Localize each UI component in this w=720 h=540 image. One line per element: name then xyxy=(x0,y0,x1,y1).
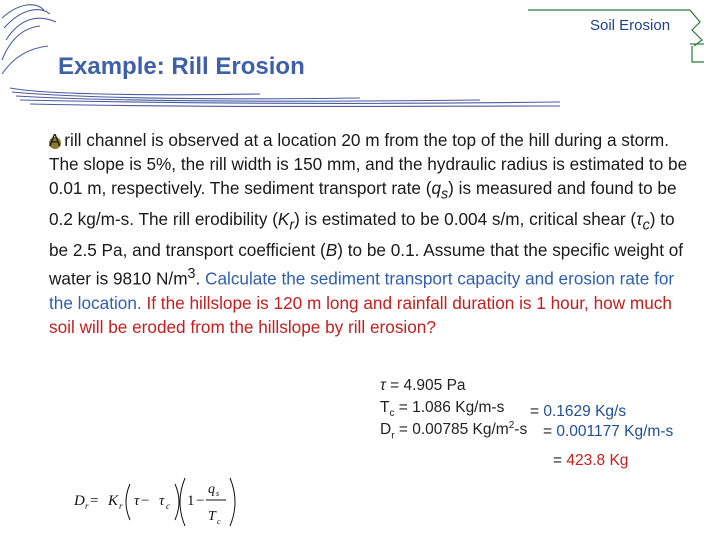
kr-symbol: K xyxy=(277,209,290,230)
result-dr-unit: -s xyxy=(514,421,528,439)
result-dr-sub: r xyxy=(391,430,395,442)
qs-subscript: s xyxy=(441,186,449,203)
result-tau-label: τ xyxy=(380,377,386,394)
problem-statement xyxy=(49,128,689,339)
result-tc-value: = 1.086 Kg/m-s xyxy=(394,399,505,416)
tau-subscript: c xyxy=(642,217,650,234)
formula-den-sub: c xyxy=(217,517,221,526)
result-tc-sub: c xyxy=(389,408,395,420)
result-dr-value: = 0.00785 Kg/m xyxy=(394,421,509,439)
formula-lhs: D xyxy=(74,493,85,509)
formula-paren-left-1 xyxy=(126,484,130,520)
b-symbol: B xyxy=(325,239,338,260)
problem-text-5: ) to be 0.1. Assume that the specific weight of water is 9810 N/m xyxy=(49,239,684,289)
result-dr xyxy=(380,420,527,441)
formula-tau-c: τ xyxy=(159,493,165,509)
result-total-eq: = xyxy=(553,452,567,469)
erosion-rate-formula xyxy=(70,474,250,534)
problem-text-3: ) is estimated to be 0.004 s/m, critical shear ( xyxy=(294,209,637,230)
result-tau xyxy=(380,377,466,395)
result-dr-label: D xyxy=(380,421,392,439)
result-tc-conv: 0.1629 Kg/s xyxy=(543,403,627,420)
result-tc-conversion xyxy=(530,403,626,421)
formula-paren-right-2 xyxy=(230,478,235,526)
result-dr-conversion xyxy=(543,423,673,441)
tau-symbol: τ xyxy=(636,209,643,230)
formula-tau-c-sub: c xyxy=(166,501,170,511)
kr-subscript: r xyxy=(289,217,295,234)
formula-k-sub: r xyxy=(119,501,123,511)
header-title: Soil Erosion xyxy=(590,17,671,34)
superscript-3: 3 xyxy=(187,265,196,282)
result-tau-value: = 4.905 Pa xyxy=(385,377,466,394)
svg-text:−: − xyxy=(196,493,205,509)
result-total-value: 423.8 Kg xyxy=(566,452,629,469)
formula-equals: = xyxy=(90,493,99,509)
problem-text-1: A rill channel is observed at a location 20 m from the top of the hill during a storm. The slope is 5%, the rill width is 150 mm, and the hydraulic radius is estimated to be 0.01 m, respectively. The sediment transport rate ( xyxy=(49,130,688,199)
formula-num-sub: s xyxy=(216,489,220,498)
formula-paren-left-2 xyxy=(180,478,185,526)
problem-text-2: ) is measured and found to be 0.2 kg/m-s. The rill erodibility ( xyxy=(49,178,677,230)
result-total xyxy=(553,452,628,470)
problem-text-4: ) to be 2.5 Pa, and transport coefficient ( xyxy=(49,209,675,260)
qs-symbol: q xyxy=(431,178,441,199)
result-dr-eq: = xyxy=(543,423,557,440)
problem-text-6: . xyxy=(195,268,206,289)
formula-tau: τ xyxy=(134,493,140,509)
formula-den: T xyxy=(208,509,216,524)
problem-question-red: If the hillslope is 120 m long and rainfall duration is 1 hour, how much soil will be eroded from the hillslope by rill erosion? xyxy=(49,292,672,338)
result-dr-conv: 0.001177 Kg/m-s xyxy=(556,423,674,440)
slide-title: Example: Rill Erosion xyxy=(58,53,305,80)
formula-k: K xyxy=(108,493,119,509)
result-tc xyxy=(380,399,504,419)
formula-lhs-sub: r xyxy=(85,501,89,511)
formula-one: 1 xyxy=(187,493,195,509)
result-tc-eq: = xyxy=(530,403,544,420)
formula-minus: − xyxy=(141,493,150,509)
result-dr-sup: 2 xyxy=(508,420,515,431)
formula-num: q xyxy=(208,482,215,497)
formula-paren-right-1 xyxy=(175,484,179,520)
result-tc-label: T xyxy=(380,399,390,416)
problem-question-blue: Calculate the sediment transport capacity and erosion rate for the location. xyxy=(49,268,675,313)
